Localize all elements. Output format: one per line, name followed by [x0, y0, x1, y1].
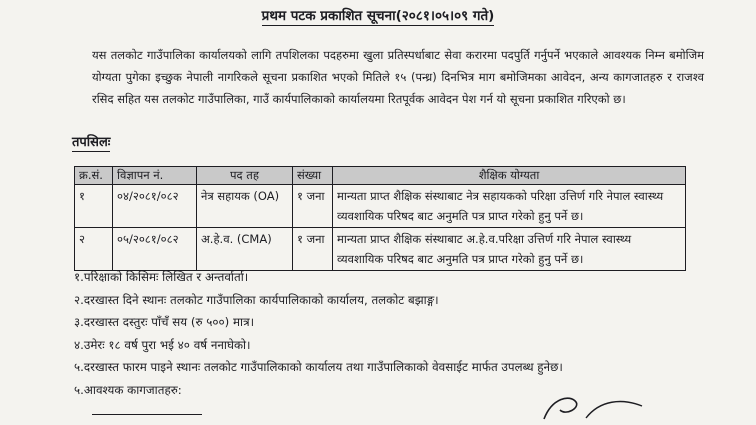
notice-title: प्रथम पटक प्रकाशित सूचना(२०८१।०५।०९ गते)	[261, 8, 495, 24]
conditions-list	[74, 266, 714, 401]
table-cell-serial: १	[75, 185, 113, 228]
table-row	[75, 228, 686, 271]
notice-title-block	[0, 6, 756, 24]
list-item: ५.आवश्यक कागजातहरु:	[74, 382, 182, 397]
schedule-heading: तपसिलः	[72, 135, 111, 150]
table-row	[75, 185, 686, 228]
table-cell-qualification: मान्यता प्राप्त शैक्षिक संस्थाबाट अ.हे.व.परिक्षा उत्तिर्ण गरि नेपाल स्वास्थ्य व्यवशायिक परिषद बाट अनुमति पत्र प्राप्त गरेको हुनु पर्ने छ।	[333, 228, 686, 271]
notice-body: यस तलकोट गाउँपालिका कार्यालयको लागि तपशिलका पदहरुमा खुला प्रतिस्पर्धाबाट सेवा करारमा पदपुर्ति गर्नुपर्ने भएकाले आवश्यक निम्न बमोजिम योग्यता पुगेका इच्छुक नेपाली नागरिकले सूचना प्रकाशित भएको मितिले १५ (पन्ध्र) दिनभित्र माग बमोजिमका आवेदन, अन्य कागजातहरु र राजश्व रसिद सहित यस तलकोट गाउँपालिका, गाउँ कार्यपालिकाको कार्यालयमा रितपूर्वक आवेदन पेश गर्न यो सूचना प्रकाशित गरिएको छ।	[92, 48, 704, 106]
signature-mark	[530, 392, 650, 421]
list-item: १.परिक्षाको किसिमः लिखित र अन्तर्वार्ता।	[74, 270, 249, 284]
list-item: ३.दरखास्त दस्तुरः पाँचँ सय (रु ५००) मात्र।	[74, 315, 255, 329]
table-cell-count: १ जना	[293, 185, 333, 228]
column-header: क्र.सं.	[75, 167, 113, 185]
column-header: विज्ञापन नं.	[113, 167, 197, 185]
table-cell-ad-number: ०४/२०८१/०८२	[113, 185, 197, 228]
list-item: ५.दरखास्त फारम पाइने स्थानः तलकोट गाउँपालिकाको कार्यालय तथा गाउँपालिकाको वेवसाईट मार्फत उपलब्ध हुनेछ।	[74, 360, 563, 374]
table-cell-serial: २	[75, 228, 113, 271]
list-item: २.दरखास्त दिने स्थानः तलकोट गाउँपालिका कार्यपालिकाको कार्यालय, तलकोट बझाङ्ग।	[74, 292, 439, 307]
table-cell-qualification: मान्यता प्राप्त शैक्षिक संस्थाबाट नेत्र सहायकको परिक्षा उत्तिर्ण गरि नेपाल स्वास्थ्य व्यवशायिक परिषद बाट अनुमति पत्र प्राप्त गरेको हुनु पर्ने छ।	[333, 185, 686, 228]
column-header: संख्या	[293, 167, 333, 185]
table-header-row	[75, 167, 686, 185]
column-header: पद तह	[197, 167, 293, 185]
cut-off-text-line	[92, 414, 202, 425]
list-item: ४.उमेरः १८ वर्ष पुरा भई ४० वर्ष ननाघेको।	[74, 337, 251, 352]
table-cell-count: १ जना	[293, 228, 333, 271]
schedule-table	[74, 166, 686, 271]
table-cell-post: नेत्र सहायक (OA)	[197, 185, 293, 228]
table-cell-ad-number: ०५/२०८१/०८२	[113, 228, 197, 271]
table-cell-post: अ.हे.व. (CMA)	[197, 228, 293, 271]
column-header: शैक्षिक योग्यता	[333, 167, 686, 185]
